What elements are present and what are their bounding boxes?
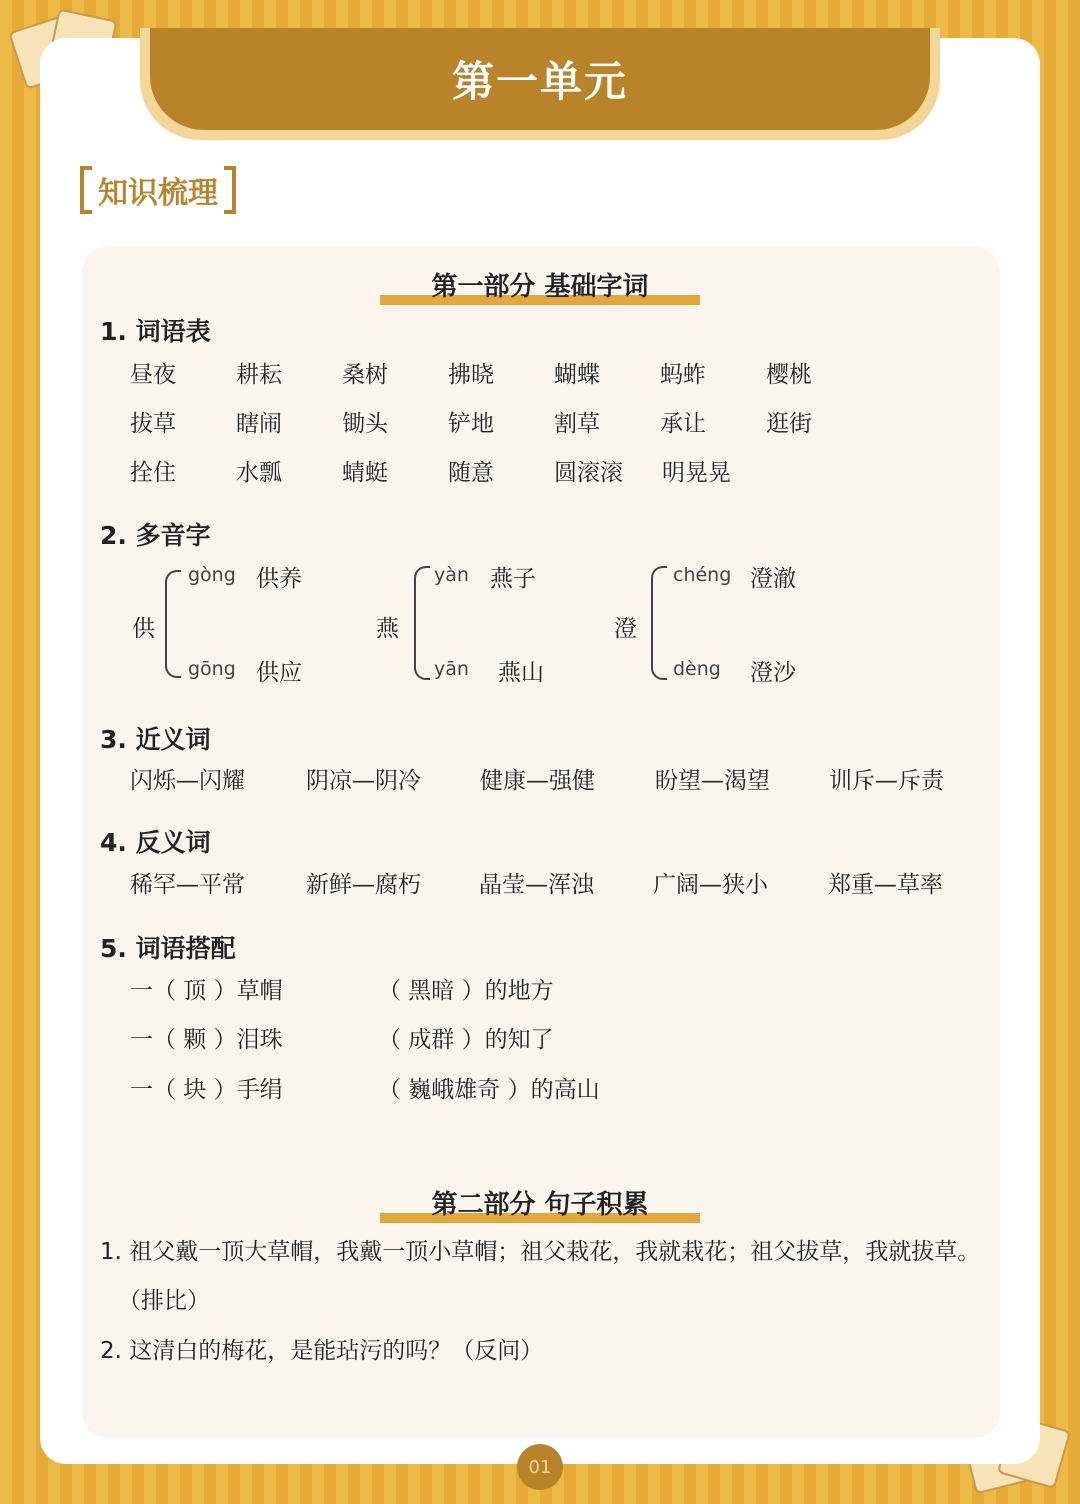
vocab-word: 昼夜: [130, 362, 176, 388]
vocab-word: 桑树: [342, 362, 388, 388]
title-banner: [150, 28, 930, 130]
pinyin: gòng: [188, 564, 236, 586]
polyphone-word: 澄澈: [750, 566, 796, 592]
synonym-pair: 训斥—斥责: [829, 768, 944, 794]
part2-title: 第二部分 句子积累: [380, 1184, 700, 1221]
vocab-heading: 1. 词语表: [100, 317, 211, 346]
vocab-word: 耕耘: [236, 362, 282, 388]
vocab-word: 锄头: [342, 411, 388, 437]
vocab-word: 拂晓: [448, 362, 494, 388]
collocation-heading: 5. 词语搭配: [100, 934, 236, 963]
antonym-pair: 新鲜—腐朽: [306, 872, 421, 898]
antonym-pair: 广阔—狭小: [653, 872, 768, 898]
brace-icon: [651, 566, 667, 680]
vocab-word: 明晃晃: [662, 460, 731, 486]
page-number: 01: [517, 1444, 563, 1490]
polyphone-char: 燕: [376, 616, 399, 642]
page-title: 第一单元: [451, 57, 628, 106]
vocab-word: 蜻蜓: [342, 460, 388, 486]
brace-icon: [165, 570, 181, 678]
polyphone-char: 供: [132, 616, 155, 642]
collocation: 一（ 颗 ）泪珠: [130, 1027, 283, 1053]
pinyin: yàn: [434, 564, 469, 586]
pinyin: gōng: [188, 658, 236, 680]
synonym-pair: 闪烁—闪耀: [130, 768, 245, 794]
vocab-word: 铲地: [448, 411, 494, 437]
section-tag: [80, 166, 236, 214]
pinyin: chéng: [673, 564, 732, 586]
synonym-pair: 健康—强健: [480, 768, 595, 794]
polyphone-word: 燕山: [498, 660, 544, 686]
collocation: （ 黑暗 ）的地方: [378, 978, 554, 1004]
antonym-heading: 4. 反义词: [100, 828, 211, 857]
vocab-word: 蝴蝶: [554, 362, 600, 388]
collocation: 一（ 顶 ）草帽: [130, 978, 283, 1004]
antonym-pair: 晶莹—浑浊: [479, 872, 594, 898]
pinyin: dèng: [673, 658, 721, 680]
synonym-pair: 盼望—渴望: [655, 768, 770, 794]
vocab-word: 圆滚滚: [554, 460, 623, 486]
polyphone-word: 燕子: [490, 566, 536, 592]
vocab-word: 拔草: [130, 411, 176, 437]
collocation: （ 成群 ）的知了: [378, 1027, 554, 1053]
vocab-word: 拴住: [130, 460, 176, 486]
synonym-heading: 3. 近义词: [100, 725, 211, 754]
vocab-word: 承让: [660, 411, 706, 437]
brace-icon: [414, 566, 430, 680]
polyphone-word: 供养: [256, 566, 302, 592]
polyphone-word: 供应: [256, 660, 302, 686]
antonym-pair: 稀罕—平常: [130, 872, 245, 898]
synonym-pair: 阴凉—阴冷: [306, 768, 421, 794]
vocab-word: 樱桃: [766, 362, 812, 388]
polyphone-word: 澄沙: [750, 660, 796, 686]
part1-title: 第一部分 基础字词: [380, 266, 700, 303]
vocab-word: 蚂蚱: [660, 362, 706, 388]
vocab-word: 逛街: [766, 411, 812, 437]
antonym-pair: 郑重—草率: [828, 872, 943, 898]
sentence: 2. 这清白的梅花，是能玷污的吗？（反问）: [100, 1338, 544, 1364]
collocation: 一（ 块 ）手绢: [130, 1077, 283, 1103]
vocab-word: 随意: [448, 460, 494, 486]
vocab-word: 瞎闹: [236, 411, 282, 437]
sentence: 1. 祖父戴一顶大草帽，我戴一顶小草帽；祖父栽花，我就栽花；祖父拔草，我就拔草。: [100, 1239, 981, 1265]
section-tag-label: 知识梳理: [98, 176, 218, 211]
vocab-word: 割草: [554, 411, 600, 437]
sentence-note: （排比）: [118, 1288, 210, 1314]
vocab-word: 水瓢: [236, 460, 282, 486]
pinyin: yān: [434, 658, 469, 680]
polyphone-char: 澄: [614, 616, 637, 642]
polyphone-heading: 2. 多音字: [100, 521, 211, 550]
collocation: （ 巍峨雄奇 ）的高山: [378, 1077, 600, 1103]
